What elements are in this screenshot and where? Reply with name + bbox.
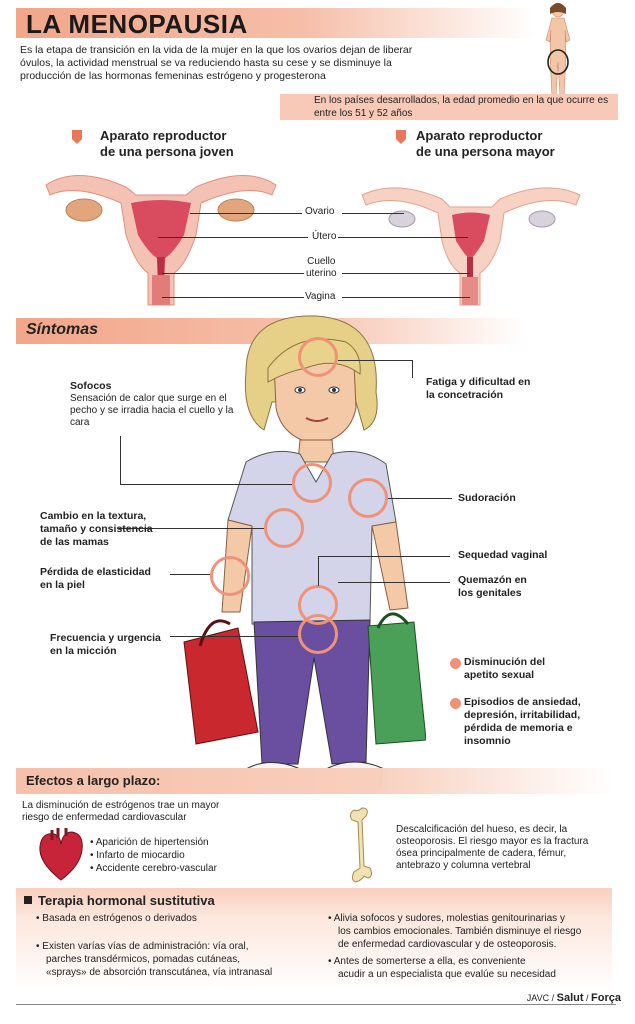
therapy-item-text: Existen varías vías de administración: vía oral, bbox=[42, 941, 249, 952]
bone-text bbox=[396, 824, 588, 872]
cardio-item: • Accidente cerebro-vascular bbox=[90, 863, 217, 874]
footer-credit: JAVC / Salut / Força bbox=[526, 992, 621, 1004]
young-title bbox=[100, 128, 234, 160]
therapy-item-text: parches transdérmicos, pomadas cutáneas, bbox=[46, 954, 240, 965]
footer-brand-2: Força bbox=[591, 992, 621, 1004]
therapy-item: • Existen varías vías de administración: vía oral, parches transdérmicos, pomadas cutáneas, «sprays» de absorción transcutánea, vía intranasal bbox=[36, 940, 316, 979]
piel-line-1: Pérdida de elasticidad bbox=[40, 566, 151, 578]
bone-line-3: ósea principalmente de cadera, fémur, bbox=[396, 848, 567, 859]
square-icon bbox=[24, 896, 32, 904]
therapy-item-text: Antes de somerterse a ella, es conveniente bbox=[333, 956, 526, 967]
therapy-item: • Antes de somerterse a ella, es conveniente acudir a un especialista que evalúe su necesidad bbox=[328, 955, 618, 981]
mamas-line-2: tamaño y consistencia bbox=[40, 523, 153, 535]
marker-icon bbox=[396, 130, 406, 144]
therapy-item-text: «sprays» de absorción transcutánea, vía intranasal bbox=[46, 967, 273, 978]
symptom-mamas bbox=[40, 510, 153, 549]
therapy-header: Terapia hormonal sustitutiva bbox=[38, 893, 215, 908]
bone-line-2: osteoporosis. El riesgo mayor es la fractura bbox=[396, 836, 589, 847]
footer-brand-1: Salut bbox=[556, 992, 584, 1004]
long-term-intro-line-2: riesgo de enfermedad cardiovascular bbox=[22, 812, 187, 823]
old-title bbox=[416, 128, 555, 160]
leader-line bbox=[318, 556, 450, 557]
female-figure-icon bbox=[528, 0, 588, 100]
leader-line bbox=[170, 574, 210, 575]
mamas-line-3: de las mamas bbox=[40, 536, 109, 548]
ansiedad-line-1: Episodios de ansiedad, bbox=[464, 696, 581, 708]
therapy-item-text: acudir a un especialista que evalúe su necesidad bbox=[338, 969, 556, 980]
leader-line bbox=[190, 213, 302, 214]
apetito-line-2: apetito sexual bbox=[464, 669, 535, 681]
label-cuello-line-1: Cuello bbox=[307, 256, 336, 267]
leader-line bbox=[162, 273, 304, 274]
symptom-circle-breast bbox=[264, 508, 304, 548]
cardio-list bbox=[90, 836, 217, 875]
symptom-sequedad: Sequedad vaginal bbox=[458, 549, 548, 561]
leader-line bbox=[162, 297, 304, 298]
leader-line bbox=[342, 213, 404, 214]
cardio-item-text: Accidente cerebro-vascular bbox=[95, 863, 217, 874]
apetito-line-1: Disminución del bbox=[464, 656, 546, 668]
therapy-item: • Basada en estrógenos o derivados bbox=[36, 913, 197, 924]
label-ovario: Ovario bbox=[305, 206, 335, 217]
label-cuello-line-2: uterino bbox=[306, 268, 337, 279]
ansiedad-line-2: depresión, irritabilidad, bbox=[464, 709, 581, 721]
leader-line bbox=[318, 556, 319, 586]
bone-line-1: Descalcificación del hueso, es decir, la bbox=[396, 824, 568, 835]
sofocos-title: Sofocos bbox=[70, 380, 112, 392]
old-uterus-illustration bbox=[356, 175, 586, 307]
mamas-line-1: Cambio en la textura, bbox=[40, 510, 147, 522]
long-term-intro-line-1: La disminución de estrógenos trae un mayor bbox=[22, 800, 220, 811]
footer-author: JAVC / bbox=[526, 993, 555, 1003]
young-title-line-2: de una persona joven bbox=[100, 144, 234, 159]
leader-line bbox=[388, 498, 452, 499]
fatiga-line-1: Fatiga y dificultad en bbox=[426, 376, 531, 388]
sofocos-desc: Sensación de calor que surge en el pecho y se irradia hacia el cuello y la cara bbox=[70, 393, 234, 428]
symptom-ansiedad bbox=[464, 696, 581, 748]
cardio-item-text: Aparición de hipertensión bbox=[95, 837, 209, 848]
symptom-piel bbox=[40, 566, 151, 592]
age-note: En los países desarrollados, la edad promedio en la que ocurre es entre los 51 y 52 años bbox=[280, 94, 618, 120]
intro-text: Es la etapa de transición en la vida de la mujer en la que los ovarios dejan de liberar óvulos, la actividad menstrual se va reduciendo hasta su cese y se disminuye la producción de las hormonas femeninas estrógeno y progesterona bbox=[20, 44, 413, 82]
leader-line bbox=[338, 237, 468, 238]
leader-line bbox=[342, 273, 470, 274]
ansiedad-line-3: pérdida de memoria e bbox=[464, 722, 573, 734]
page-title: LA MENOPAUSIA bbox=[26, 9, 248, 39]
label-cuello bbox=[306, 256, 337, 280]
symptom-quemazon bbox=[458, 574, 527, 600]
young-uterus-illustration bbox=[36, 165, 286, 307]
leader-line bbox=[120, 484, 292, 485]
leader-line bbox=[412, 360, 413, 378]
quemazon-line-2: los genitales bbox=[458, 587, 522, 599]
old-title-line-1: Aparato reproductor bbox=[416, 128, 543, 143]
title-band bbox=[16, 8, 536, 38]
symptom-sudoracion: Sudoración bbox=[458, 492, 516, 504]
symptom-circle-chest bbox=[292, 463, 332, 503]
leader-line bbox=[342, 297, 470, 298]
long-term-intro bbox=[22, 800, 219, 824]
therapy-item-text: los cambios emocionales. También disminuye el riesgo bbox=[338, 926, 582, 937]
miccion-line-2: en la micción bbox=[50, 645, 117, 657]
therapy-item-text: Alivia sofocos y sudores, molestias genitourinarias y bbox=[333, 913, 565, 924]
leader-line bbox=[170, 636, 298, 637]
label-utero: Útero bbox=[312, 231, 337, 242]
therapy-left bbox=[36, 912, 316, 979]
cardio-item-text: Infarto de miocardio bbox=[96, 850, 185, 861]
miccion-line-1: Frecuencia y urgencia bbox=[50, 632, 161, 644]
piel-line-2: en la piel bbox=[40, 579, 85, 591]
long-term-band bbox=[16, 768, 612, 794]
symptom-sofocos bbox=[70, 380, 240, 429]
symptoms-header: Síntomas bbox=[26, 321, 99, 338]
symptom-miccion bbox=[50, 632, 161, 658]
symptom-circle-bladder bbox=[298, 614, 338, 654]
fatiga-line-2: la concetración bbox=[426, 389, 504, 401]
ansiedad-line-4: insomnio bbox=[464, 735, 511, 747]
leader-line bbox=[338, 360, 412, 361]
therapy-item: • Alivia sofocos y sudores, molestias genitourinarias y los cambios emocionales. También disminuye el riesgo de enfermedad cardiovascular y de osteoporosis. bbox=[328, 912, 618, 951]
bullet-dot-icon bbox=[450, 658, 461, 669]
quemazon-line-1: Quemazón en bbox=[458, 574, 527, 586]
long-term-header: Efectos a largo plazo: bbox=[26, 773, 161, 788]
cardio-item: • Infarto de miocardio bbox=[90, 850, 185, 861]
symptom-circle-armpit bbox=[348, 478, 388, 518]
young-title-line-1: Aparato reproductor bbox=[100, 128, 227, 143]
therapy-item-text: de enfermedad cardiovascular y de osteoporosis. bbox=[338, 939, 557, 950]
leader-line bbox=[338, 582, 450, 583]
symptom-circle-head bbox=[298, 337, 338, 377]
label-vagina: Vagina bbox=[305, 291, 336, 302]
heart-icon bbox=[36, 826, 86, 884]
symptom-fatiga bbox=[426, 376, 530, 402]
symptom-circle-arm bbox=[210, 556, 250, 596]
footer-divider bbox=[16, 1004, 616, 1005]
symptom-apetito bbox=[464, 656, 545, 682]
bullet-dot-icon bbox=[450, 698, 461, 709]
old-title-line-2: de una persona mayor bbox=[416, 144, 555, 159]
bone-icon bbox=[346, 806, 376, 886]
therapy-item-text: Basada en estrógenos o derivados bbox=[42, 913, 197, 924]
bone-line-4: antebrazo y columna vertebral bbox=[396, 860, 531, 871]
leader-line bbox=[158, 237, 308, 238]
marker-icon bbox=[72, 130, 82, 144]
leader-line bbox=[120, 436, 121, 484]
cardio-item: • Aparición de hipertensión bbox=[90, 837, 209, 848]
therapy-right bbox=[328, 912, 618, 981]
